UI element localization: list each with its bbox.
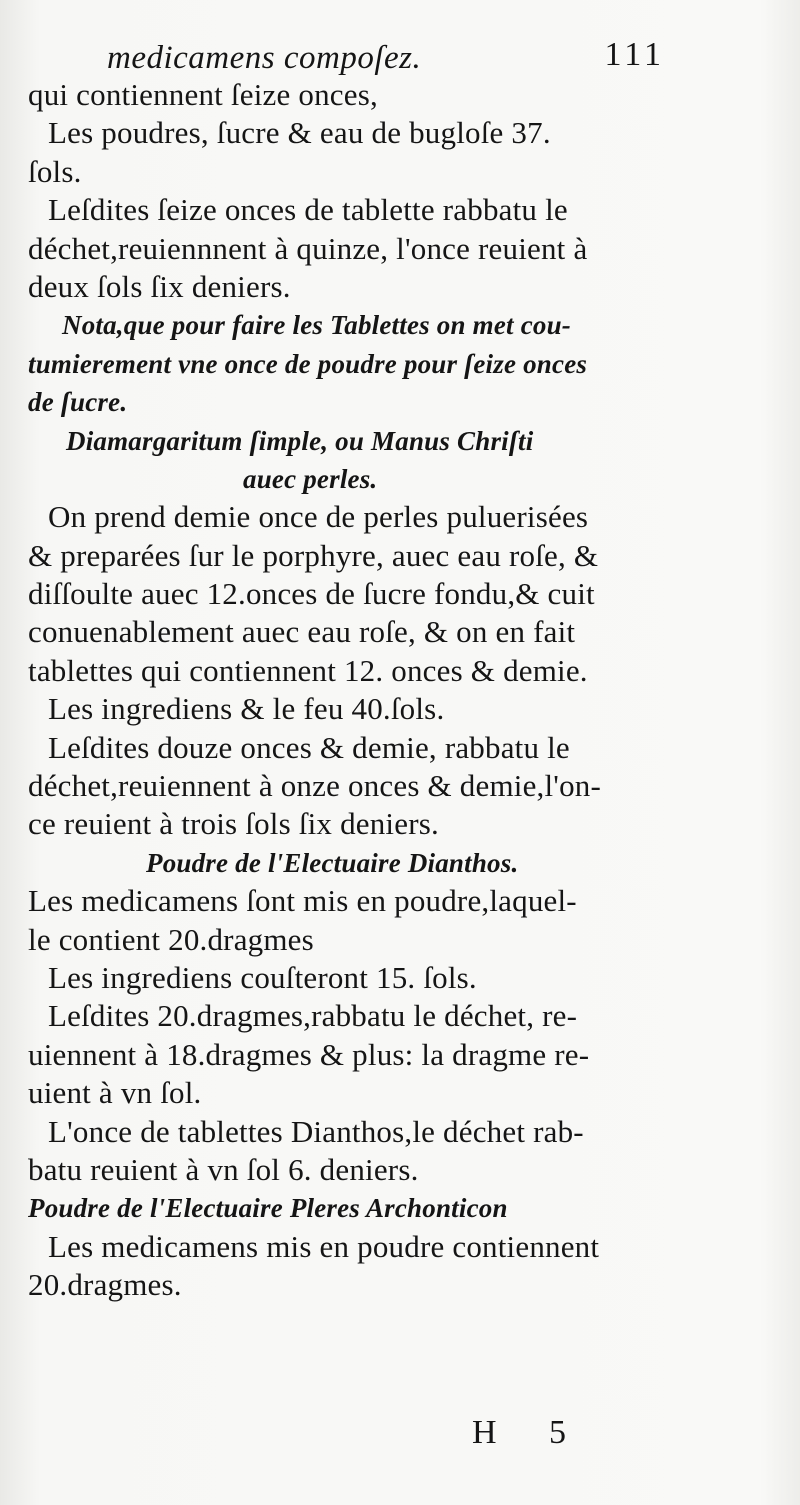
text-line: déchet,reuiennnent à quinze, l'once reuient à (28, 230, 588, 266)
text-line: uiennent à 18.dragmes & plus: la dragme re- (28, 1036, 590, 1072)
text-line: Les ingrediens & le feu 40.ſols. (48, 691, 445, 727)
text-line: conuenablement auec eau roſe, & on en fait (28, 614, 576, 650)
page-header (95, 28, 665, 78)
text-line: Leſdites 20.dragmes,rabbatu le déchet, re- (48, 998, 578, 1034)
note-line: Nota,que pour faire les Tablettes on met cou- (62, 310, 571, 341)
section-heading: Poudre de l'Electuaire Pleres Archonticon (28, 1193, 508, 1224)
text-line: batu reuient à vn ſol 6. deniers. (28, 1151, 419, 1187)
running-head: medicamens compoſez. (107, 40, 422, 76)
text-line: uient à vn ſol. (28, 1075, 202, 1111)
text-line: Les poudres, ſucre & eau de bugloſe 37. (48, 115, 551, 151)
text-line: qui contiennent ſeize onces, (28, 77, 378, 112)
text-line: Les medicamens ſont mis en poudre,laquel- (28, 883, 577, 919)
text-line: & preparées ſur le porphyre, auec eau roſe, & (28, 537, 599, 573)
note-line: tumierement vne once de poudre pour ſeize onces (28, 348, 588, 379)
note-line: de ſucre. (28, 387, 128, 418)
section-heading: auec perles. (243, 463, 378, 494)
text-line: 20.dragmes. (28, 1267, 182, 1303)
text-line: ſols. (28, 153, 82, 189)
text-line: le contient 20.dragmes (28, 921, 314, 957)
text-line: L'once de tablettes Dianthos,le déchet rab- (48, 1113, 584, 1149)
page-body (28, 76, 678, 1305)
text-line: Leſdites douze onces & demie, rabbatu le (48, 729, 570, 765)
text-line: ce reuient à trois ſols ſix deniers. (28, 806, 439, 842)
section-heading: Poudre de l'Electuaire Dianthos. (146, 847, 519, 878)
signature-mark: H 5 (472, 1414, 589, 1451)
text-line: Leſdites ſeize onces de tablette rabbatu le (48, 192, 568, 228)
text-line: Les ingrediens couſteront 15. ſols. (48, 959, 477, 995)
text-line: diſſoulte auec 12.onces de ſucre fondu,& cuit (28, 576, 595, 612)
text-line: Les medicamens mis en poudre contiennent (48, 1228, 600, 1264)
text-line: On prend demie once de perles puluerisées (48, 499, 589, 535)
text-line: déchet,reuiennent à onze onces & demie,l'on- (28, 768, 602, 804)
page-number: 111 (604, 36, 665, 73)
text-line: tablettes qui contiennent 12. onces & demie. (28, 652, 588, 688)
section-heading: Diamargaritum ſimple, ou Manus Chriſti (66, 425, 534, 456)
text-line: deux ſols ſix deniers. (28, 268, 291, 304)
